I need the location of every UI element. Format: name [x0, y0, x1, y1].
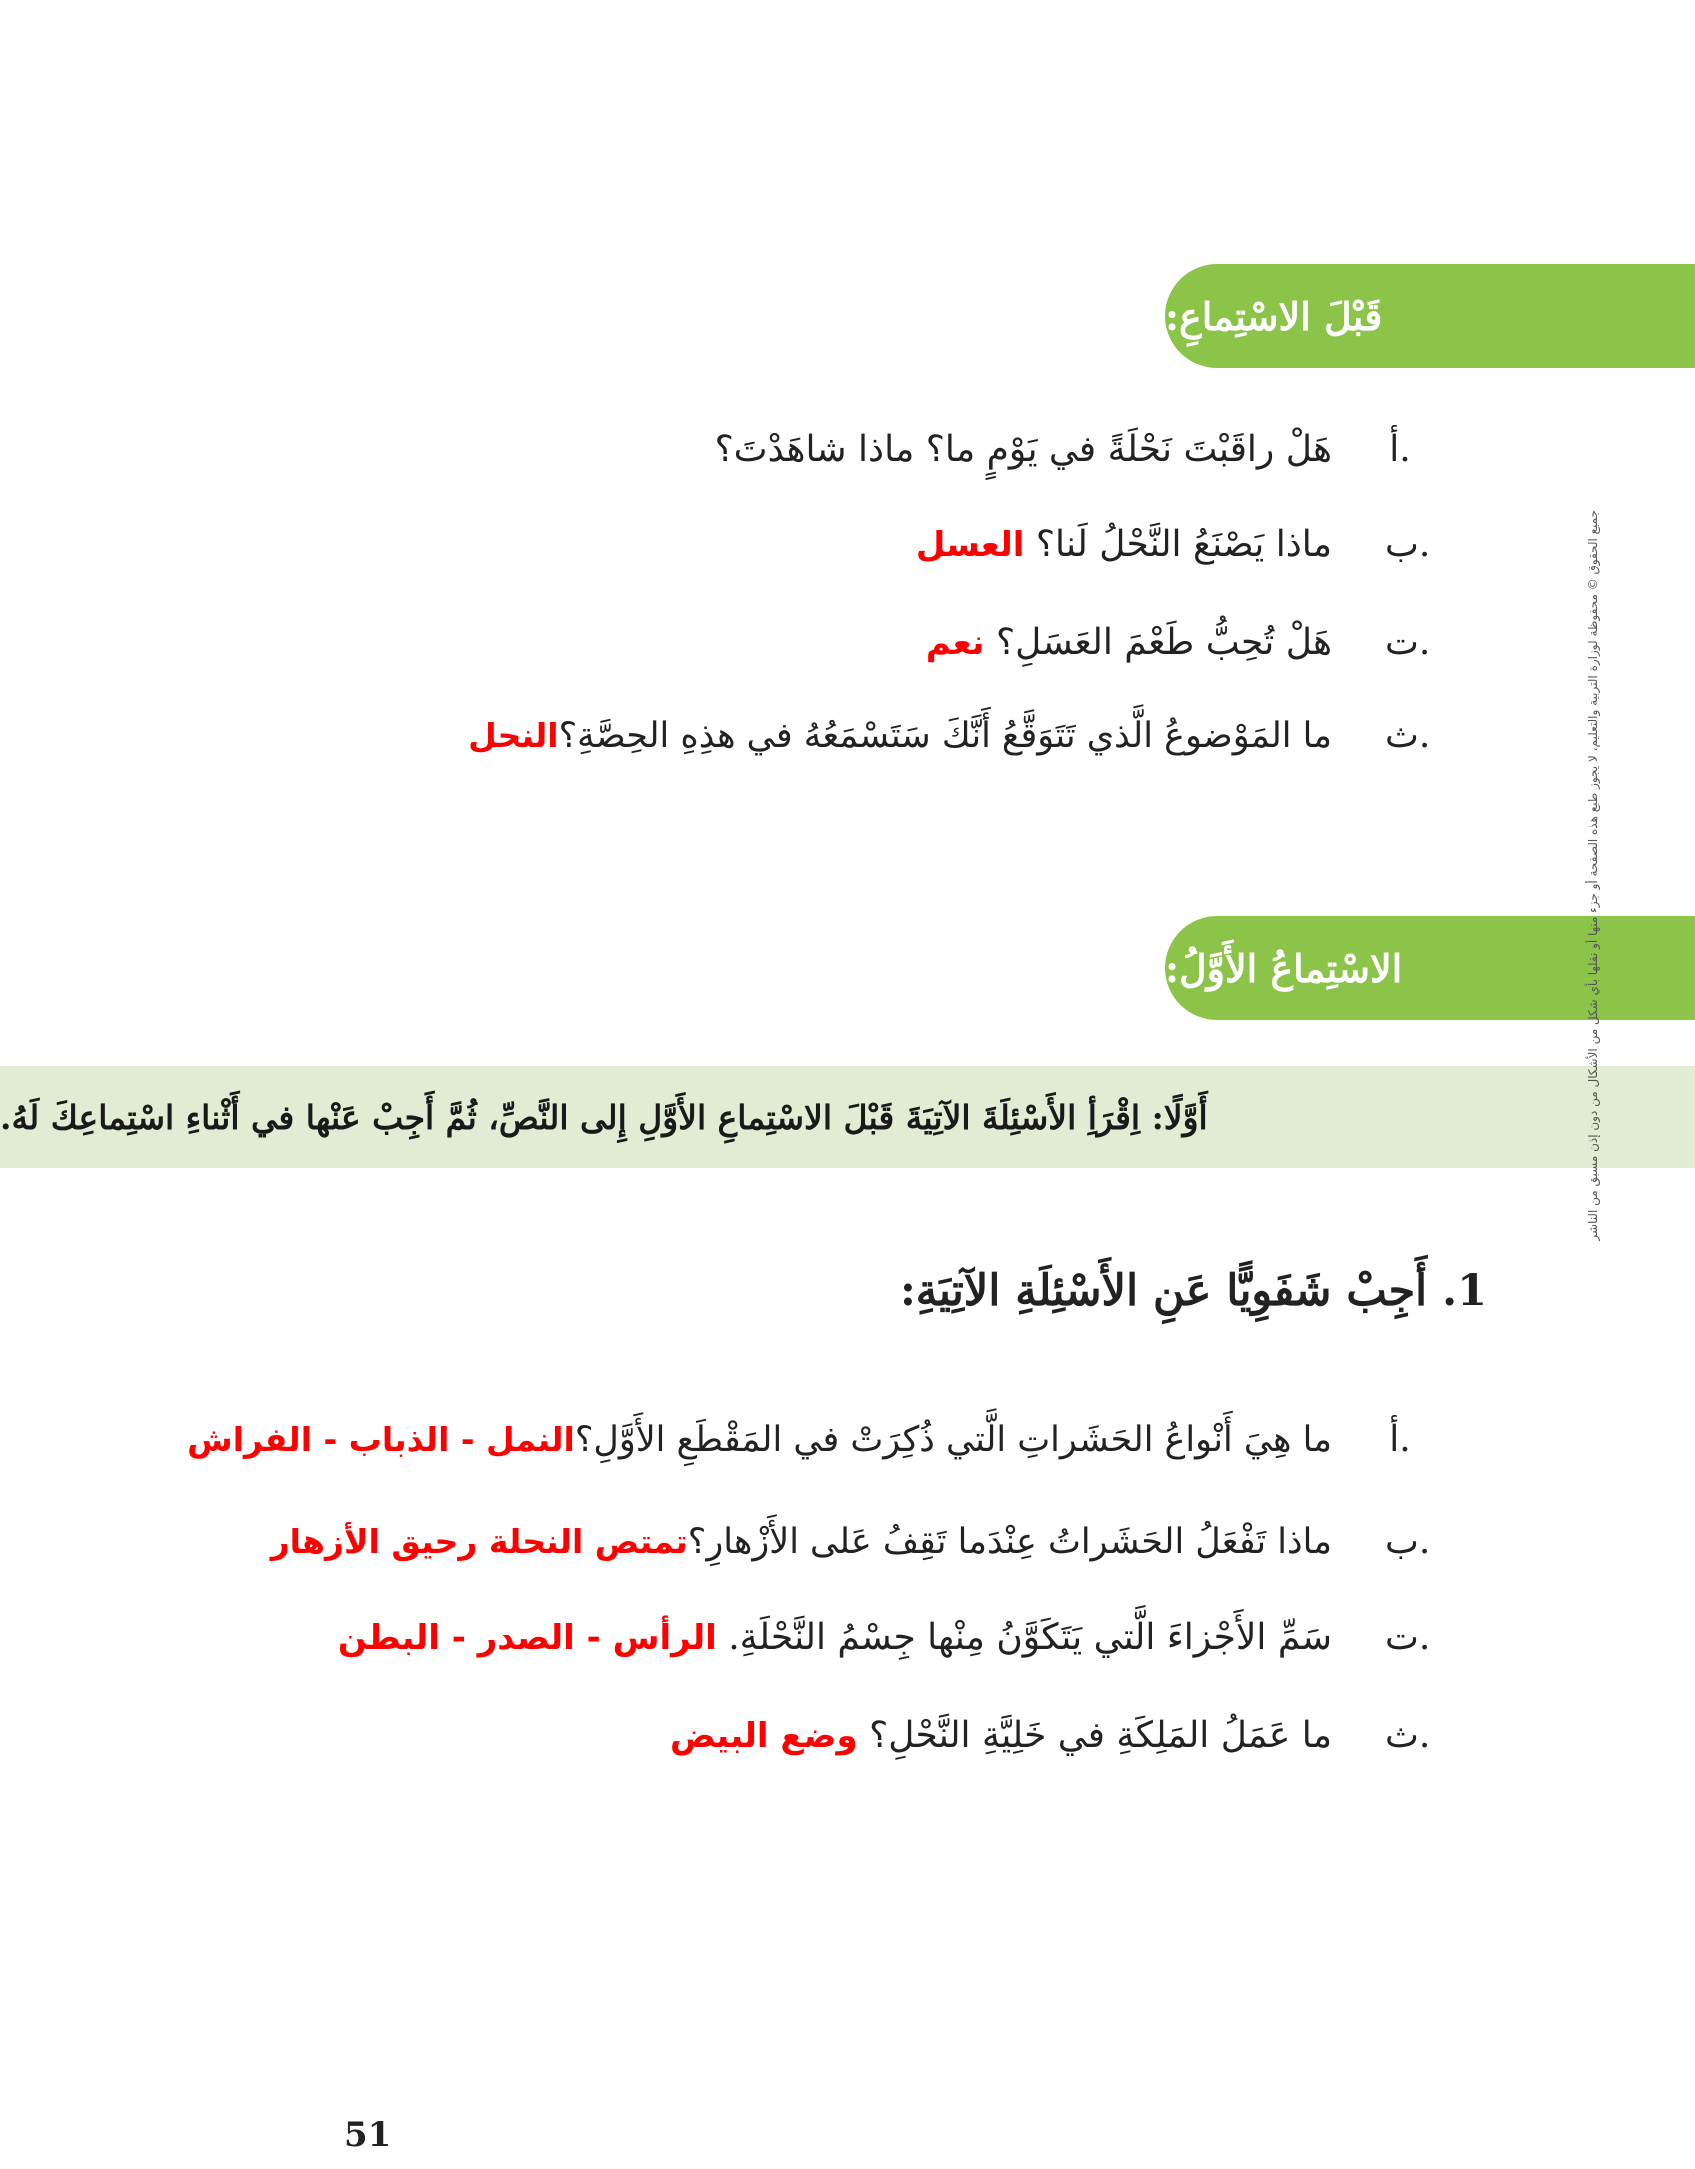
- question-letter: ت.: [1385, 622, 1431, 663]
- question-text: [715, 420, 1332, 480]
- question-text: [271, 1512, 1332, 1572]
- question-body: ما عَمَلُ المَلِكَةِ في خَلِيَّةِ النَّحْلِ؟: [869, 1715, 1332, 1756]
- section-title-first-listening: الاسْتِماعُ الأَوَّلُ:: [1165, 945, 1403, 991]
- question-text: [338, 1608, 1332, 1668]
- question-text: [670, 1706, 1332, 1766]
- answer-text: النحل: [468, 716, 559, 755]
- instruction-banner: [0, 1066, 1695, 1168]
- section-tab-before-listening: [1165, 264, 1695, 368]
- list-item: [0, 515, 1695, 575]
- list-item: [0, 613, 1695, 673]
- question-letter: ب.: [1385, 524, 1431, 565]
- section-title-before-listening: قَبْلَ الاسْتِماعِ:: [1165, 293, 1383, 339]
- question-letter: أ.: [1389, 1419, 1411, 1460]
- question-letter: ت.: [1385, 1617, 1431, 1658]
- list-item: [0, 1706, 1695, 1766]
- answer-text: الرأس - الصدر - البطن: [337, 1618, 717, 1658]
- instruction-text: أَوَّلًا: اِقْرَأِ الأَسْئِلَةَ الآتِيَةَ قَبْلَ الاسْتِماعِ الأَوَّلِ إِلى النَّصِّ، ثُمَّ أَجِبْ عَنْها في أَثْناءِ اسْتِماعِكَ لَهُ.: [0, 1097, 1208, 1137]
- list-item: [0, 1410, 1695, 1470]
- exercise-heading: 1. أَجِبْ شَفَوِيًّا عَنِ الأَسْئِلَةِ الآتِيَةِ:: [899, 1266, 1487, 1316]
- question-body: هَلْ راقَبْتَ نَحْلَةً في يَوْمٍ ما؟ ماذا شاهَدْتَ؟: [714, 429, 1332, 470]
- question-letter: ث.: [1385, 715, 1431, 756]
- answer-text: وضع البيض: [670, 1716, 858, 1756]
- answer-text: تمتص النحلة رحيق الأزهار: [270, 1522, 688, 1561]
- question-text: [916, 515, 1332, 575]
- answer-text: نعم: [925, 623, 985, 663]
- list-item: [0, 420, 1695, 480]
- answer-text: النمل - الذباب - الفراش: [187, 1420, 575, 1459]
- list-item: [0, 1512, 1695, 1572]
- question-body: ماذا يَصْنَعُ النَّحْلُ لَنا؟: [1035, 524, 1332, 565]
- question-body: سَمِّ الأَجْزاءَ الَّتي يَتَكَوَّنُ مِنْها جِسْمُ النَّحْلَةِ.: [728, 1617, 1332, 1658]
- question-letter: ث.: [1385, 1715, 1431, 1756]
- question-letter: ب.: [1385, 1521, 1431, 1562]
- list-item: [0, 1608, 1695, 1668]
- page-number: 51: [344, 2115, 392, 2155]
- question-text: [468, 706, 1332, 766]
- question-body: ماذا تَفْعَلُ الحَشَراتُ عِنْدَما تَقِفُ عَلى الأَزْهارِ؟: [687, 1522, 1332, 1562]
- section-tab-first-listening: [1165, 916, 1695, 1020]
- question-body: ما هِيَ أَنْواعُ الحَشَراتِ الَّتي ذُكِرَتْ في المَقْطَعِ الأَوَّلِ؟: [574, 1420, 1332, 1460]
- copyright-side-note: جميع الحقوق © محفوظة لوزارة التربية والتعليم، لا يجوز طبع هذه الصفحة أو جزء منها أو نقلها بأي شكل من الأشكال من دون إذن مسبق من الناشر: [1586, 510, 1600, 1241]
- list-item: [0, 706, 1695, 766]
- question-letter: أ.: [1389, 429, 1411, 470]
- question-body: ما المَوْضوعُ الَّذي تَتَوَقَّعُ أَنَّكَ سَتَسْمَعُهُ في هذِهِ الحِصَّةِ؟: [558, 716, 1332, 756]
- answer-text: العسل: [915, 525, 1025, 565]
- question-body: هَلْ تُحِبُّ طَعْمَ العَسَلِ؟: [996, 622, 1332, 663]
- question-text: [187, 1410, 1332, 1470]
- question-text: [926, 613, 1332, 673]
